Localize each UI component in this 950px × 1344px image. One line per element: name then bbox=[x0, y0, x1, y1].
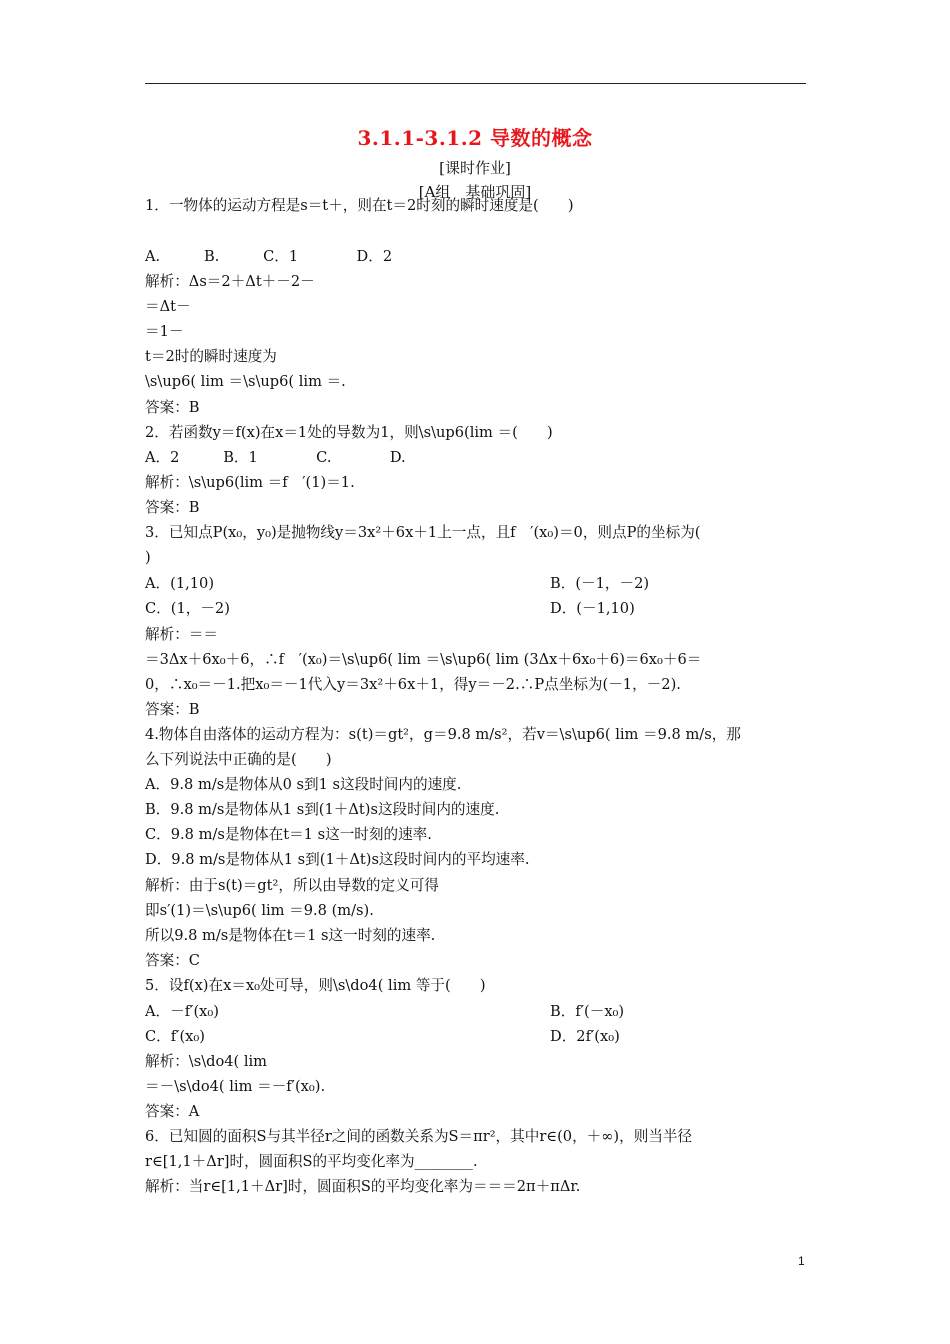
text-line: ＝－\s\do4( lim ＝－f′(x₀). bbox=[145, 1078, 326, 1095]
text-line: A. B. C．1 D．2 bbox=[145, 248, 393, 265]
page-title: 3.1.1-3.1.2 导数的概念 bbox=[357, 126, 593, 150]
header-rule bbox=[145, 83, 806, 84]
text-line: 解析：\s\up6(lim ＝f ′(1)＝1. bbox=[145, 474, 355, 491]
text-line: 所以9.8 m/s是物体在t＝1 s这一时刻的速率. bbox=[145, 927, 436, 944]
text-line: 即s′(1)＝\s\up6( lim ＝9.8 (m/s). bbox=[145, 902, 374, 919]
option-right: B．f′(－x₀) bbox=[550, 1003, 625, 1020]
text-line: 1．一物体的运动方程是s＝t＋，则在t＝2时刻的瞬时速度是( ) bbox=[145, 197, 574, 214]
text-line: 解析：\s\do4( lim bbox=[145, 1053, 268, 1070]
text-line: ＝3Δx＋6x₀＋6，∴f ′(x₀)＝\s\up6( lim ＝\s\up6( lim (3Δx＋6x₀＋6)＝6x₀＋6＝ bbox=[145, 651, 702, 668]
text-line: r∈[1,1＋Δr]时，圆面积S的平均变化率为________. bbox=[145, 1153, 478, 1170]
option-left: A．－f′(x₀) bbox=[145, 1003, 219, 1020]
text-line: A．2 B．1 C. D. bbox=[145, 449, 406, 466]
subtitle: [课时作业] bbox=[439, 159, 511, 177]
text-line: C．9.8 m/s是物体在t＝1 s这一时刻的速率. bbox=[145, 826, 432, 843]
text-line: \s\up6( lim ＝\s\up6( lim ＝. bbox=[145, 373, 346, 390]
text-line: 2．若函数y＝f(x)在x＝1处的导数为1，则\s\up6(lim ＝( ) bbox=[145, 424, 553, 441]
option-right: D．(－1,10) bbox=[550, 600, 635, 617]
text-line: 答案：B bbox=[145, 499, 200, 516]
text-line: 6．已知圆的面积S与其半径r之间的函数关系为S＝πr²，其中r∈(0，＋∞)，则当半径 bbox=[145, 1128, 693, 1145]
text-line: 解析：当r∈[1,1＋Δr]时，圆面积S的平均变化率为＝＝＝2π＋πΔr. bbox=[145, 1178, 581, 1195]
option-right: D．2f′(x₀) bbox=[550, 1028, 620, 1045]
option-left: A．(1,10) bbox=[145, 575, 215, 592]
group-heading: [A组 基础巩固] bbox=[418, 183, 532, 201]
text-line: 答案：B bbox=[145, 701, 200, 718]
option-right: B．(－1，－2) bbox=[550, 575, 650, 592]
text-line: 3．已知点P(x₀，y₀)是抛物线y＝3x²＋6x＋1上一点，且f ′(x₀)＝0，则点P的坐标为( bbox=[145, 524, 701, 541]
text-line: 么下列说法中正确的是( ) bbox=[145, 751, 332, 768]
text-line: 解析：＝＝ bbox=[145, 626, 218, 643]
text-line: 答案：C bbox=[145, 952, 200, 969]
option-left: C．f′(x₀) bbox=[145, 1028, 205, 1045]
text-line: ) bbox=[145, 549, 151, 566]
text-line: t＝2时的瞬时速度为 bbox=[145, 348, 277, 365]
text-line: B．9.8 m/s是物体从1 s到(1＋Δt)s这段时间内的速度. bbox=[145, 801, 500, 818]
page-number: 1 bbox=[798, 1254, 805, 1268]
text-line: 解析：由于s(t)＝gt²，所以由导数的定义可得 bbox=[145, 877, 439, 894]
text-line: 答案：A bbox=[145, 1103, 200, 1120]
text-line: A．9.8 m/s是物体从0 s到1 s这段时间内的速度. bbox=[145, 776, 462, 793]
text-line: ＝1－ bbox=[145, 323, 184, 340]
text-line: 4.物体自由落体的运动方程为：s(t)＝gt²，g＝9.8 m/s²，若v＝\s\up6( lim ＝9.8 m/s，那 bbox=[145, 726, 741, 743]
text-line: 解析：Δs＝2＋Δt＋－2－ bbox=[145, 273, 315, 290]
text-line: 5．设f(x)在x＝x₀处可导，则\s\do4( lim 等于( ) bbox=[145, 977, 486, 994]
text-line: 答案：B bbox=[145, 399, 200, 416]
option-left: C．(1，－2) bbox=[145, 600, 230, 617]
text-line: 0，∴x₀＝－1.把x₀＝－1代入y＝3x²＋6x＋1，得y＝－2.∴P点坐标为(－1，－2). bbox=[145, 676, 681, 693]
text-line: ＝Δt－ bbox=[145, 298, 191, 315]
text-line: D．9.8 m/s是物体从1 s到(1＋Δt)s这段时间内的平均速率. bbox=[145, 851, 530, 868]
